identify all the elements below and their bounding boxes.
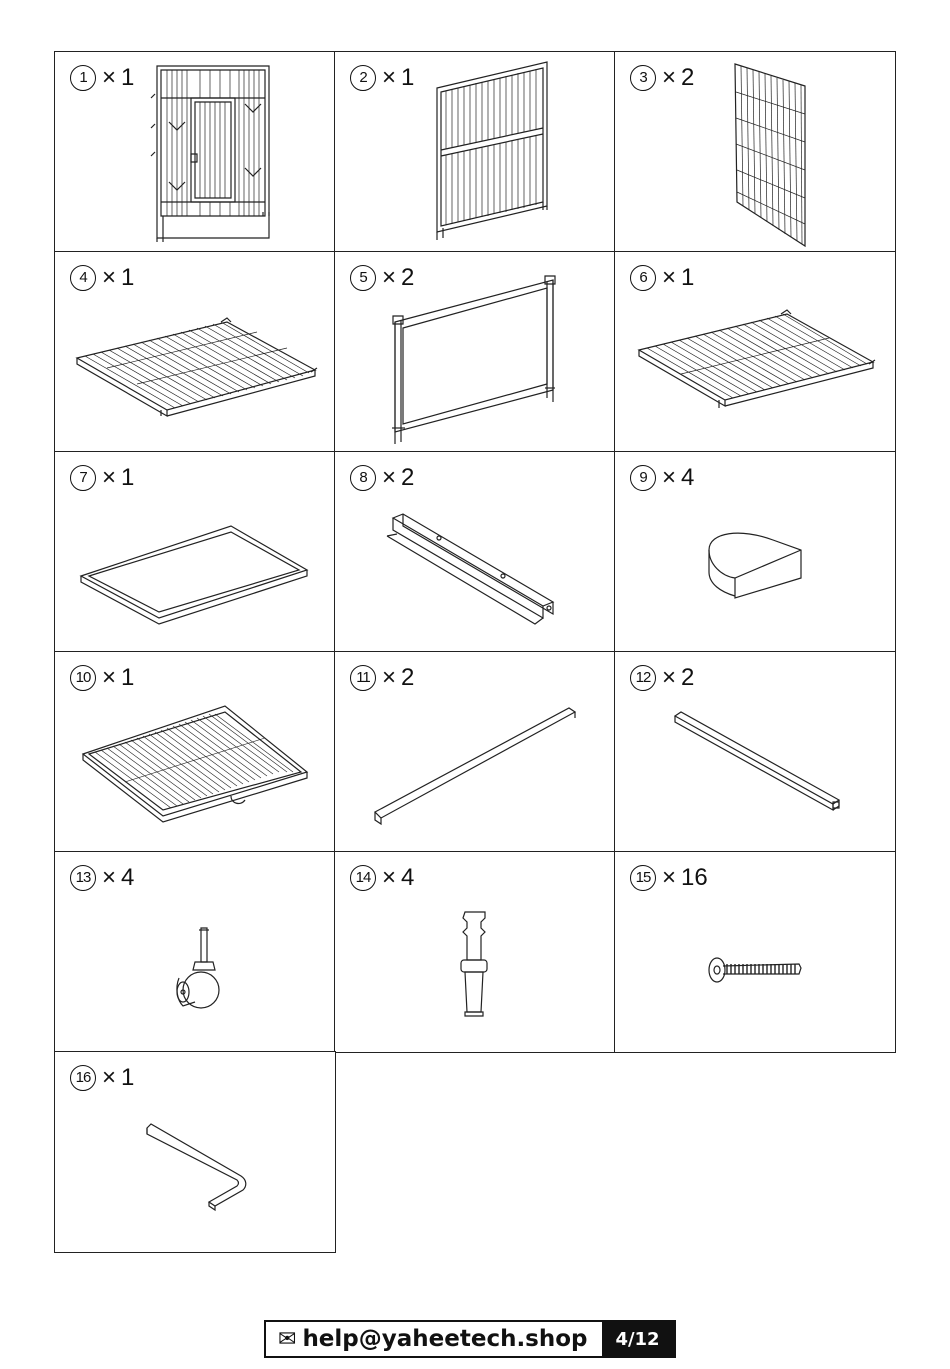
side-frame-icon bbox=[335, 252, 615, 452]
part-quantity: 1 bbox=[121, 1064, 135, 1091]
long-bar-icon bbox=[335, 652, 615, 852]
part-quantity: 2 bbox=[681, 64, 695, 91]
tray-icon bbox=[55, 452, 335, 652]
part-number: 6 bbox=[630, 265, 656, 291]
parts-list bbox=[54, 51, 896, 1256]
part-cell-3 bbox=[614, 51, 896, 253]
part-label: 2 × 1 bbox=[350, 64, 414, 92]
connector-pin-icon bbox=[335, 852, 615, 1052]
part-label: 6 × 1 bbox=[630, 264, 694, 292]
caster-wheel-icon bbox=[55, 852, 335, 1052]
square-bar-icon bbox=[615, 652, 895, 852]
part-cell-12 bbox=[614, 651, 896, 853]
door-panel-icon bbox=[55, 52, 335, 252]
part-cell-7 bbox=[54, 451, 336, 653]
rail-icon bbox=[335, 452, 615, 652]
part-cell-1 bbox=[54, 51, 336, 253]
part-quantity: 1 bbox=[121, 264, 135, 291]
part-cell-13 bbox=[54, 851, 336, 1053]
part-number: 4 bbox=[70, 265, 96, 291]
floor-grille-icon bbox=[55, 652, 335, 852]
part-quantity: 2 bbox=[681, 664, 695, 691]
part-label: 4 × 1 bbox=[70, 264, 134, 292]
part-quantity: 1 bbox=[121, 464, 135, 491]
part-number: 15 bbox=[630, 865, 656, 891]
side-grid-panel-icon bbox=[615, 52, 895, 252]
part-label: 1 × 1 bbox=[70, 64, 134, 92]
part-quantity: 1 bbox=[681, 264, 695, 291]
part-cell-9 bbox=[614, 451, 896, 653]
part-number: 11 bbox=[350, 665, 376, 691]
part-label: 3 × 2 bbox=[630, 64, 694, 92]
part-label: 11 × 2 bbox=[350, 664, 414, 692]
part-number: 10 bbox=[70, 665, 96, 691]
part-cell-10 bbox=[54, 651, 336, 853]
part-number: 7 bbox=[70, 465, 96, 491]
back-panel-icon bbox=[335, 52, 615, 252]
part-number: 2 bbox=[350, 65, 376, 91]
part-quantity: 4 bbox=[681, 464, 695, 491]
part-number: 16 bbox=[70, 1065, 96, 1091]
part-cell-11 bbox=[334, 651, 616, 853]
bolt-icon bbox=[615, 852, 895, 1052]
part-label: 12 × 2 bbox=[630, 664, 694, 692]
feeder-cup-icon bbox=[615, 452, 895, 652]
part-label: 9 × 4 bbox=[630, 464, 694, 492]
part-cell-8 bbox=[334, 451, 616, 653]
part-quantity: 4 bbox=[401, 864, 415, 891]
footer bbox=[264, 1320, 676, 1358]
part-cell-15 bbox=[614, 851, 896, 1053]
part-label: 15 × 16 bbox=[630, 864, 708, 892]
top-grille-icon bbox=[55, 252, 335, 452]
part-quantity: 16 bbox=[681, 864, 708, 891]
part-cell-2 bbox=[334, 51, 616, 253]
part-number: 3 bbox=[630, 65, 656, 91]
grille-shelf-icon bbox=[615, 252, 895, 452]
page-number: 4/12 bbox=[602, 1322, 674, 1356]
mail-icon: ✉ bbox=[278, 1326, 297, 1352]
part-number: 1 bbox=[70, 65, 96, 91]
part-label: 7 × 1 bbox=[70, 464, 134, 492]
part-quantity: 1 bbox=[121, 64, 135, 91]
hex-key-icon bbox=[55, 1052, 335, 1252]
part-quantity: 2 bbox=[401, 464, 415, 491]
support-email-text: help@yaheetech.shop bbox=[302, 1326, 588, 1352]
part-label: 13 × 4 bbox=[70, 864, 134, 892]
part-cell-5 bbox=[334, 251, 616, 453]
part-number: 8 bbox=[350, 465, 376, 491]
part-quantity: 1 bbox=[121, 664, 135, 691]
part-number: 9 bbox=[630, 465, 656, 491]
part-number: 14 bbox=[350, 865, 376, 891]
part-number: 12 bbox=[630, 665, 656, 691]
part-cell-6 bbox=[614, 251, 896, 453]
part-label: 8 × 2 bbox=[350, 464, 414, 492]
part-quantity: 2 bbox=[401, 264, 415, 291]
part-cell-14 bbox=[334, 851, 616, 1053]
part-label: 14 × 4 bbox=[350, 864, 414, 892]
part-quantity: 2 bbox=[401, 664, 415, 691]
part-cell-16 bbox=[54, 1051, 336, 1253]
part-label: 5 × 2 bbox=[350, 264, 414, 292]
part-number: 13 bbox=[70, 865, 96, 891]
part-label: 10 × 1 bbox=[70, 664, 134, 692]
part-number: 5 bbox=[350, 265, 376, 291]
support-email[interactable] bbox=[266, 1322, 602, 1356]
part-quantity: 1 bbox=[401, 64, 415, 91]
part-label: 16 × 1 bbox=[70, 1064, 134, 1092]
part-quantity: 4 bbox=[121, 864, 135, 891]
part-cell-4 bbox=[54, 251, 336, 453]
